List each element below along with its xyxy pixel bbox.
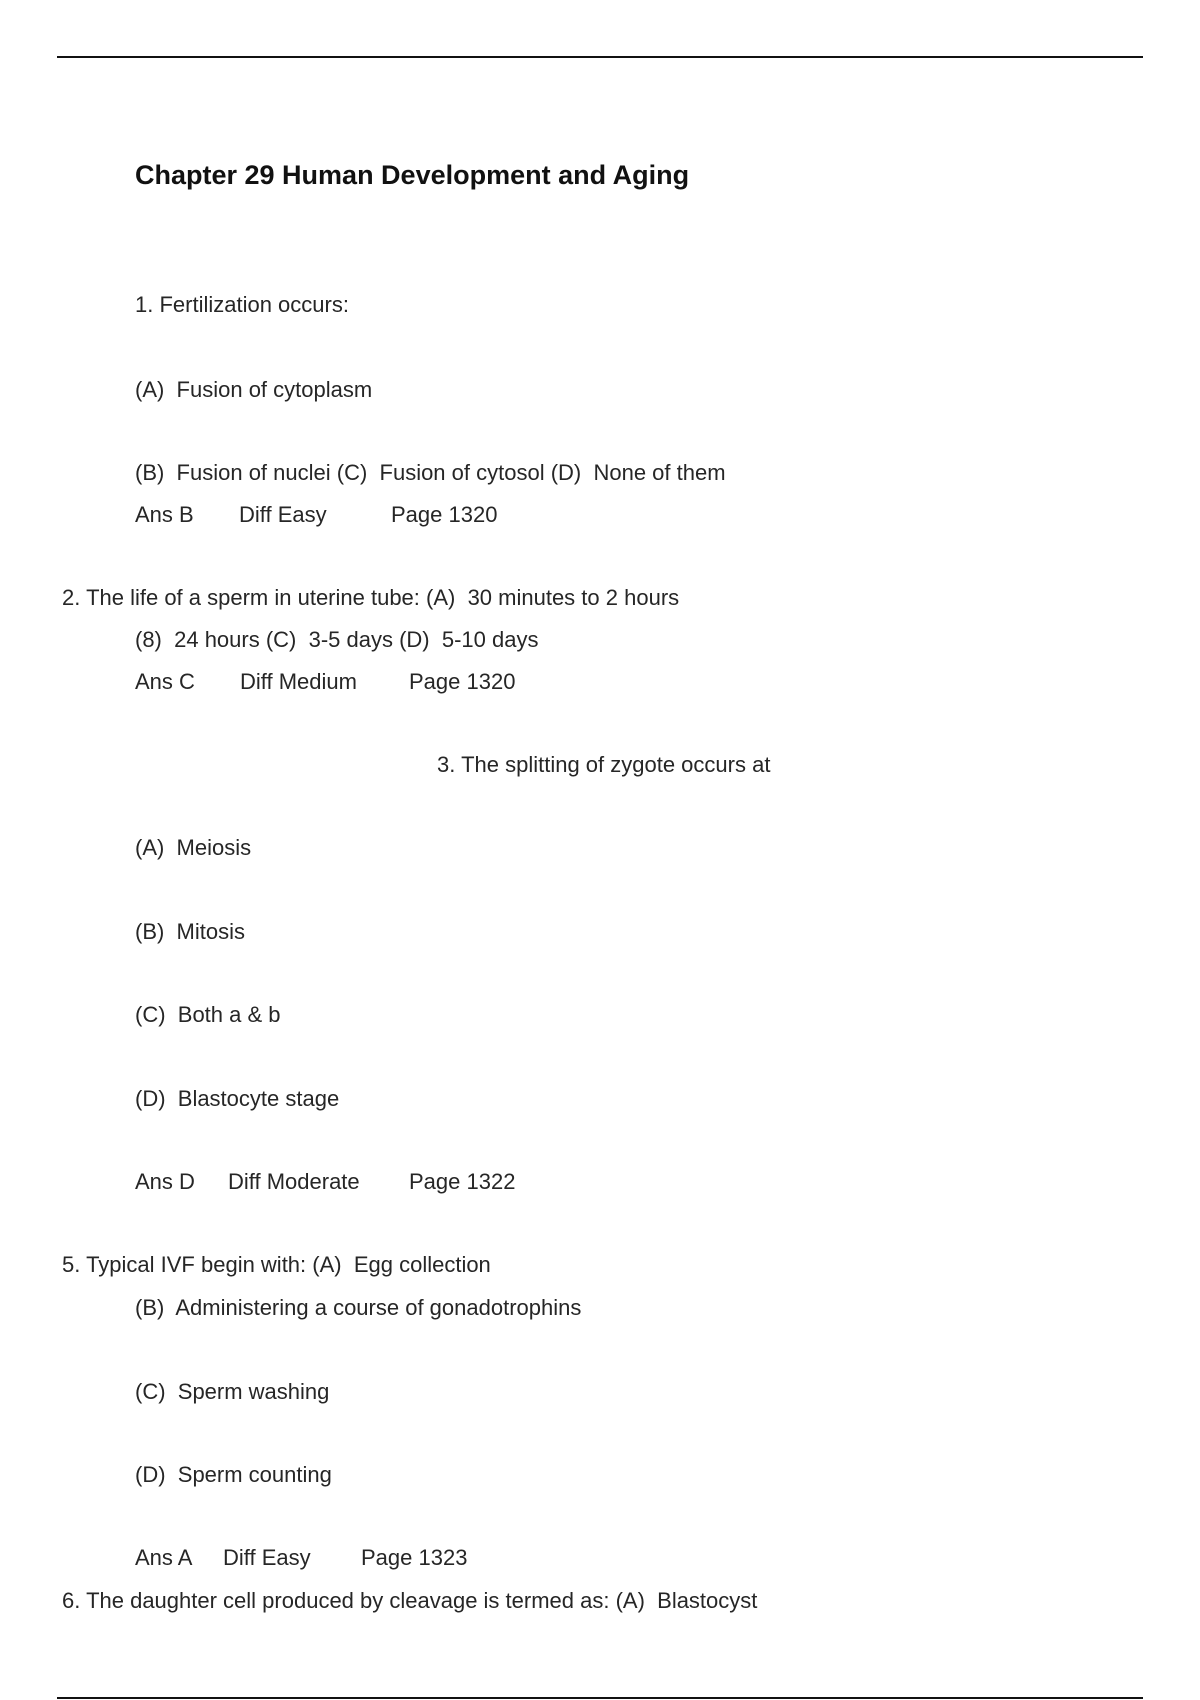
question-6-stem: 6. The daughter cell produced by cleavage is termed as: (A) Blastocyst (62, 1588, 758, 1613)
question-2-stem: 2. The life of a sperm in uterine tube: (A) 30 minutes to 2 hours (62, 585, 680, 610)
question-1-stem: 1. Fertilization occurs: (135, 292, 349, 317)
page-reference: Page 1320 (409, 669, 516, 694)
page-title: Chapter 29 Human Development and Aging (135, 160, 690, 190)
difficulty-label: Diff Easy (223, 1545, 311, 1570)
question-5-stem: 5. Typical IVF begin with: (A) Egg collection (62, 1252, 491, 1277)
question-3-option-b: (B) Mitosis (135, 919, 245, 944)
answer-label: Ans D (135, 1169, 195, 1194)
question-1-option-a: (A) Fusion of cytoplasm (135, 377, 373, 402)
page-reference: Page 1323 (361, 1545, 468, 1570)
question-5-option-d: (D) Sperm counting (135, 1462, 332, 1487)
question-3-option-c: (C) Both a & b (135, 1002, 281, 1027)
bottom-rule (57, 1697, 1143, 1699)
answer-label: Ans C (135, 669, 195, 694)
question-1-options-bcd: (B) Fusion of nuclei (C) Fusion of cytosol (D) None of them (135, 460, 726, 485)
answer-label: Ans A (135, 1545, 193, 1570)
page-reference: Page 1320 (391, 502, 498, 527)
question-2-options-bcd: (8) 24 hours (C) 3-5 days (D) 5-10 days (135, 627, 539, 652)
question-3-option-a: (A) Meiosis (135, 835, 252, 860)
answer-label: Ans B (135, 502, 194, 527)
page-reference: Page 1322 (409, 1169, 516, 1194)
difficulty-label: Diff Moderate (228, 1169, 360, 1194)
difficulty-label: Diff Medium (240, 669, 357, 694)
question-5-option-c: (C) Sperm washing (135, 1379, 330, 1404)
top-rule (57, 56, 1143, 58)
difficulty-label: Diff Easy (239, 502, 327, 527)
question-3-stem: 3. The splitting of zygote occurs at (437, 752, 771, 777)
question-5-option-b: (B) Administering a course of gonadotrophins (135, 1295, 582, 1320)
question-3-option-d: (D) Blastocyte stage (135, 1086, 340, 1111)
